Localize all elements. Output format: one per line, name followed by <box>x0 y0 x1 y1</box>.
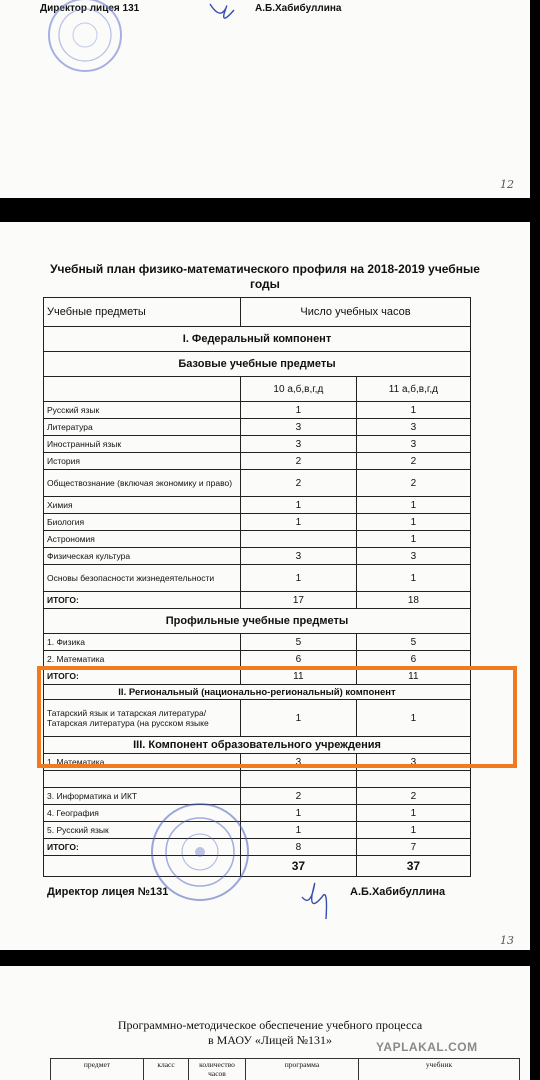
grade-10-header: 10 а,б,в,г,д <box>241 377 357 402</box>
total-row: ИТОГО: 17 18 <box>44 592 471 609</box>
header-hours: количество часов <box>189 1059 246 1080</box>
table-row: Основы безопасности жизнедеятельности 1 1 <box>44 565 471 592</box>
page-number: 12 <box>500 178 514 191</box>
program-title: Программно-методическое обеспечение учебного процесса в МАОУ «Лицей №131» <box>117 1018 423 1047</box>
table-row: Биология 1 1 <box>44 514 471 531</box>
grand-total-row: 37 37 <box>44 856 471 877</box>
header-program: программа <box>246 1059 359 1080</box>
subsection-basic: Базовые учебные предметы <box>44 352 471 377</box>
table-row: Обществознание (включая экономику и право) 2 2 <box>44 470 471 497</box>
grade-11-header: 11 а,б,в,г,д <box>356 377 470 402</box>
header-textbook: учебник <box>359 1059 520 1080</box>
table-row: 1. Математика 3 3 <box>44 754 471 771</box>
table-row: Физическая культура 3 3 <box>44 548 471 565</box>
header-grade: класс <box>144 1059 189 1080</box>
page-bottom <box>0 966 530 1080</box>
program-table <box>50 1058 520 1080</box>
table-row: 2. Математика 6 6 <box>44 651 471 668</box>
table-row: Русский язык 1 1 <box>44 402 471 419</box>
director-title: Директор лицея №131 <box>47 886 169 898</box>
section-school: III. Компонент образовательного учреждения <box>44 737 471 754</box>
table-row <box>44 771 471 788</box>
site-watermark: YAPLAKAL.COM <box>376 1040 478 1054</box>
page-plan <box>0 222 530 950</box>
section-federal: I. Федеральный компонент <box>44 327 471 352</box>
table-row: Литература 3 3 <box>44 419 471 436</box>
header-hours: Число учебных часов <box>241 298 471 327</box>
table-row: 3. Информатика и ИКТ 2 2 <box>44 788 471 805</box>
total-row: ИТОГО: 11 11 <box>44 668 471 685</box>
highlight-frame <box>37 666 517 768</box>
table-row: Иностранный язык 3 3 <box>44 436 471 453</box>
table-row: Астрономия 1 <box>44 531 471 548</box>
signature-icon <box>292 867 342 923</box>
director-name: А.Б.Хабибуллина <box>350 886 446 898</box>
director-name: А.Б.Хабибуллина <box>255 3 342 14</box>
plan-title: Учебный план физико-математического профиля на 2018-2019 учебные годы <box>50 262 480 291</box>
total-row: ИТОГО: 8 7 <box>44 839 471 856</box>
table-row: 5. Русский язык 1 1 <box>44 822 471 839</box>
table-row: 4. География 1 1 <box>44 805 471 822</box>
table-row: История 2 2 <box>44 453 471 470</box>
section-regional: II. Региональный (национально-региональный) компонент <box>44 685 471 700</box>
table-row: Химия 1 1 <box>44 497 471 514</box>
table-row: 1. Физика 5 5 <box>44 634 471 651</box>
curriculum-table <box>43 297 471 877</box>
page-top <box>0 0 530 198</box>
header-subject: предмет <box>51 1059 144 1080</box>
stamp-icon <box>40 0 130 80</box>
signature-icon <box>200 0 250 28</box>
table-row: Татарский язык и татарская литература/Татарская литература (на русском языке 1 1 <box>44 700 471 737</box>
subsection-profile: Профильные учебные предметы <box>44 609 471 634</box>
director-title: Директор лицея 131 <box>40 3 140 14</box>
page-number: 13 <box>500 934 514 947</box>
header-subjects: Учебные предметы <box>44 298 241 327</box>
